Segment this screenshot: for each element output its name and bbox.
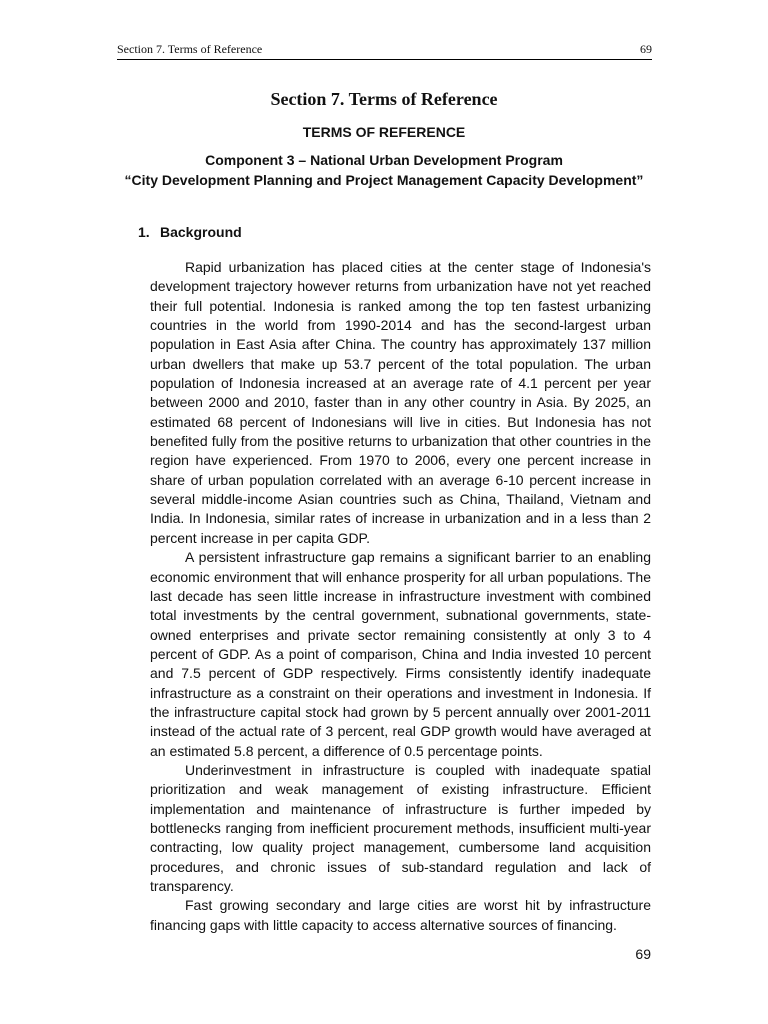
background-body — [150, 258, 651, 935]
component-title: Component 3 – National Urban Development Program — [205, 152, 563, 168]
running-header — [117, 42, 652, 60]
footer-page-number: 69 — [635, 946, 651, 962]
body-paragraph: A persistent infrastructure gap remains a significant barrier to an enabling economic environment that will enhance prosperity for all urban populations. The last decade has seen little increase in infrastructure investment with combined total investments by the central government, subnational governments, state-owned enterprises and private sector remaining consistently at only 3 to 4 percent of GDP. As a point of comparison, China and India invested 10 percent and 7.5 percent of GDP respectively. Firms consistently identify inadequate infrastructure as a constraint on their operations and investment in Indonesia. If the infrastructure capital stock had grown by 5 percent annually over 2001-2011 instead of the actual rate of 3 percent, real GDP growth would have averaged at an estimated 5.8 percent, a difference of 0.5 percentage points. — [150, 549, 651, 759]
background-heading-number: 1. — [138, 224, 150, 240]
component-subtitle: “City Development Planning and Project Management Capacity Development” — [124, 172, 644, 188]
header-section-label: Section 7. Terms of Reference — [117, 42, 263, 56]
tor-heading: TERMS OF REFERENCE — [302, 124, 466, 140]
body-paragraph: Rapid urbanization has placed cities at the center stage of Indonesia's development trajectory however returns from urbanization have not yet reached their full potential. Indonesia is ranked among the top ten fastest urbanizing countries in the world from 1990-2014 and has the second-largest urban population in East Asia after China. The country has approximately 137 million urban dwellers that make up 53.7 percent of the total population. The urban population of Indonesia increased at an average rate of 4.1 percent per year between 2000 and 2010, faster than in any other country in Asia. By 2025, an estimated 68 percent of Indonesians will live in cities. But Indonesia has not benefited fully from the positive returns to urbanization that other countries in the region have experienced. From 1970 to 2006, every one percent increase in share of urban population correlated with an average 6-10 percent increase in several middle-income Asian countries such as China, Thailand, Vietnam and India. In Indonesia, similar rates of increase in urbanization and in a less than 2 percent increase in per capita GDP. — [150, 259, 651, 546]
body-paragraph: Fast growing secondary and large cities are worst hit by infrastructure financing gaps with little capacity to access alternative sources of financing. — [150, 897, 651, 933]
section-title: Section 7. Terms of Reference — [270, 89, 498, 109]
body-paragraph: Underinvestment in infrastructure is coupled with inadequate spatial prioritization and weak management of existing infrastructure. Efficient implementation and maintenance of infrastructure is further impeded by bottlenecks ranging from inefficient procurement methods, insufficient multi-year contracting, low quality project management, cumbersome land acquisition procedures, and chronic issues of sub-standard regulation and lack of transparency. — [150, 761, 651, 894]
background-heading-label: Background — [160, 224, 242, 240]
header-page-number: 69 — [640, 42, 652, 56]
background-heading — [138, 224, 242, 240]
